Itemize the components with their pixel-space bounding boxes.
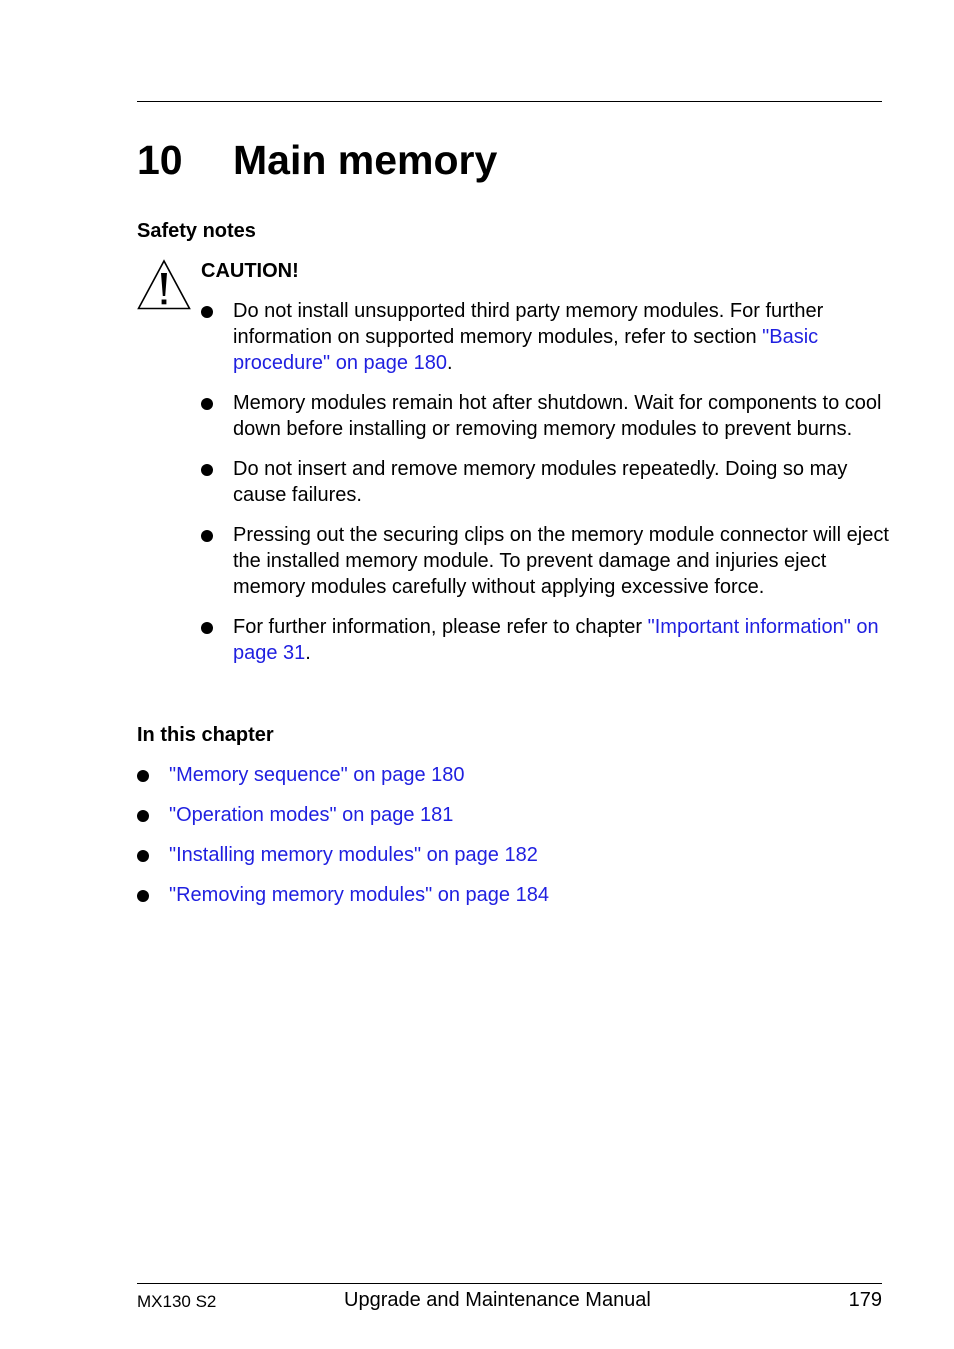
caution-list <box>201 298 891 680</box>
important-information-link[interactable]: "Important information" on page 31 <box>233 616 879 664</box>
caution-item <box>201 614 891 666</box>
chapter-number: 10 <box>137 137 183 183</box>
caution-item-text: Memory modules remain hot after shutdown. Wait for components to cool down before installing or removing memory modules to prevent burns. <box>233 392 882 440</box>
caution-item-punct: . <box>305 642 311 664</box>
safety-notes-heading: Safety notes <box>137 220 256 242</box>
list-item <box>137 842 549 868</box>
bullet-icon <box>201 306 213 318</box>
installing-memory-modules-link[interactable]: "Installing memory modules" on page 182 <box>169 844 538 866</box>
bullet-icon <box>137 890 149 902</box>
footer-model: MX130 S2 <box>137 1292 217 1311</box>
removing-memory-modules-link[interactable]: "Removing memory modules" on page 184 <box>169 884 549 906</box>
footer-rule <box>137 1283 882 1284</box>
bullet-icon <box>137 850 149 862</box>
caution-item-text: For further information, please refer to chapter <box>233 616 648 638</box>
caution-label: CAUTION! <box>201 260 299 282</box>
in-this-chapter-heading: In this chapter <box>137 724 274 746</box>
header-rule <box>137 101 882 102</box>
list-item <box>137 762 549 788</box>
list-item <box>137 882 549 908</box>
bullet-icon <box>201 622 213 634</box>
caution-item-text: Pressing out the securing clips on the memory module connector will eject the installed memory module. To prevent damage and injuries eject memory modules carefully without applying excessive force. <box>233 524 889 598</box>
caution-item <box>201 298 891 376</box>
caution-item <box>201 390 891 442</box>
basic-procedure-link[interactable]: "Basic procedure" on page 180 <box>233 326 819 374</box>
chapter-contents-list <box>137 762 549 922</box>
caution-item <box>201 522 891 600</box>
caution-item-punct: . <box>446 352 453 374</box>
bullet-icon <box>137 770 149 782</box>
caution-item-text: Do not install unsupported third party memory modules. For further information on supported memory modules, refer to section <box>233 300 824 348</box>
bullet-icon <box>201 464 213 476</box>
chapter-title <box>137 136 497 184</box>
footer-manual-title: Upgrade and Maintenance Manual <box>344 1289 651 1311</box>
footer-page-number: 179 <box>848 1289 882 1311</box>
bullet-icon <box>201 530 213 542</box>
bullet-icon <box>137 810 149 822</box>
list-item <box>137 802 549 828</box>
memory-sequence-link[interactable]: "Memory sequence" on page 180 <box>169 764 465 786</box>
chapter-name: Main memory <box>233 137 498 183</box>
operation-modes-link[interactable]: "Operation modes" on page 181 <box>169 804 454 826</box>
caution-item <box>201 456 891 508</box>
caution-triangle-icon <box>137 259 191 311</box>
bullet-icon <box>201 398 213 410</box>
caution-item-text: Do not insert and remove memory modules repeatedly. Doing so may cause failures. <box>233 458 848 506</box>
